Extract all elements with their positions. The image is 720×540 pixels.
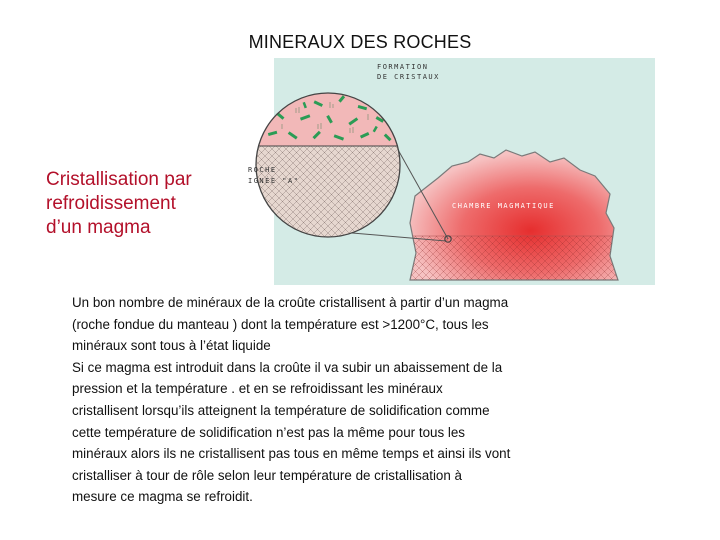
text-line: mesure ce magma se refroidit. (72, 489, 253, 505)
text-line: (roche fondue du manteau ) dont la température est >1200°C, tous les (72, 316, 489, 332)
text-line: pression et la température . et en se refroidissant les minéraux (72, 381, 443, 397)
text-line: Si ce magma est introduit dans la croûte il va subir un abaissement de la (72, 359, 503, 375)
caption-line: d’un magma (46, 217, 151, 238)
caption-line: Cristallisation par (46, 169, 192, 190)
label-roche-line2: IGNÉE "A" (248, 177, 300, 185)
text-line: minéraux alors ils ne cristallisent pas tous en même temps et ainsi ils vont (72, 446, 511, 462)
label-chambre-magmatique: CHAMBRE MAGMATIQUE (452, 202, 555, 210)
label-roche-line1: ROCHE (248, 166, 277, 174)
text-line: cristallisent lorsqu’ils atteignent la température de solidification comme (72, 402, 490, 418)
label-formation-line1: FORMATION (377, 63, 429, 71)
text-line: cristalliser à tour de rôle selon leur température de cristallisation à (72, 467, 462, 483)
magma-chamber-diagram (230, 58, 655, 285)
caption-line: refroidissement (46, 193, 176, 214)
text-line: minéraux sont tous à l’état liquide (72, 338, 271, 354)
explanation-paragraph (72, 292, 642, 508)
text-line: Un bon nombre de minéraux de la croûte cristallisent à partir d’un magma (72, 295, 509, 310)
label-formation-line2: DE CRISTAUX (377, 73, 440, 81)
diagram-caption (46, 168, 236, 240)
slide-title: MINERAUX DES ROCHES (248, 32, 472, 52)
text-line: cette température de solidification n’est pas la même pour tous les (72, 424, 465, 440)
